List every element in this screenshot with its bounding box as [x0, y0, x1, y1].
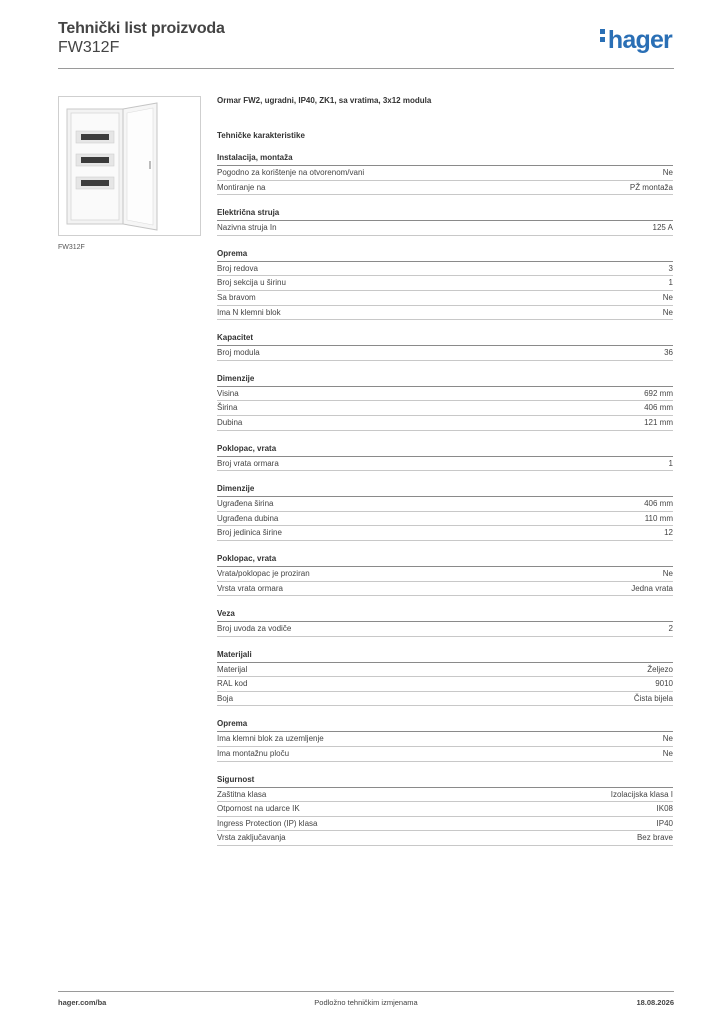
spec-row — [217, 166, 673, 181]
spec-row — [217, 262, 673, 277]
spec-value: 692 mm — [644, 388, 673, 398]
spec-label: Broj modula — [217, 348, 260, 358]
spec-row — [217, 221, 673, 236]
section-title: Oprema — [217, 719, 673, 732]
spec-row — [217, 346, 673, 361]
spec-label: Broj redova — [217, 263, 258, 273]
spec-label: Otpornost na udarce IK — [217, 804, 300, 814]
spec-value: Ne — [662, 292, 673, 302]
spec-row — [217, 663, 673, 678]
spec-label: Vrsta vrata ormara — [217, 583, 283, 593]
spec-row — [217, 512, 673, 527]
spec-row — [217, 692, 673, 707]
spec-label: Materijal — [217, 664, 248, 674]
spec-row — [217, 387, 673, 402]
section-title: Instalacija, montaža — [217, 153, 673, 166]
spec-row — [217, 181, 673, 196]
spec-value: 406 mm — [644, 403, 673, 413]
spec-label: Boja — [217, 693, 234, 703]
spec-label: Ingress Protection (IP) klasa — [217, 818, 318, 828]
image-caption: FW312F — [58, 244, 85, 251]
spec-section — [217, 650, 673, 707]
section-title: Sigurnost — [217, 775, 673, 788]
product-description: Ormar FW2, ugradni, IP40, ZK1, sa vratima, 3x12 modula — [217, 96, 432, 105]
spec-row — [217, 622, 673, 637]
spec-value: PŽ montaža — [629, 182, 673, 192]
footer-note: Podložno tehničkim izmjenama — [314, 998, 418, 1007]
spec-section — [217, 208, 673, 236]
spec-label: Pogodno za korištenje na otvorenom/vani — [217, 168, 365, 177]
logo-dots-icon — [600, 26, 606, 45]
spec-value: Bez brave — [636, 833, 673, 843]
spec-value: Ne — [662, 749, 673, 759]
spec-section — [217, 609, 673, 637]
spec-value: Izolacijska klasa I — [610, 789, 673, 799]
specs-heading: Tehničke karakteristike — [217, 131, 305, 140]
spec-label: Sa bravom — [217, 292, 256, 302]
spec-value: 406 mm — [644, 499, 673, 509]
spec-value: IK08 — [656, 804, 673, 814]
section-title: Kapacitet — [217, 333, 673, 346]
spec-row — [217, 817, 673, 832]
section-title: Veza — [217, 609, 673, 622]
section-title: Materijali — [217, 650, 673, 663]
spec-label: Vrata/poklopac je proziran — [217, 568, 310, 578]
spec-row — [217, 582, 673, 597]
spec-section — [217, 374, 673, 431]
spec-label: Ima klemni blok za uzemljenje — [217, 734, 324, 744]
spec-row — [217, 306, 673, 321]
spec-section — [217, 249, 673, 320]
spec-label: Nazivna struja In — [217, 223, 277, 233]
section-title: Dimenzije — [217, 484, 673, 497]
section-title: Oprema — [217, 249, 673, 262]
spec-section — [217, 153, 673, 195]
spec-value: 121 mm — [644, 417, 673, 427]
spec-row — [217, 802, 673, 817]
spec-row — [217, 497, 673, 512]
spec-value: Ne — [662, 168, 673, 177]
spec-label: Visina — [217, 388, 239, 398]
section-title: Dimenzije — [217, 374, 673, 387]
spec-row — [217, 416, 673, 431]
spec-section — [217, 444, 673, 472]
section-title: Električna struja — [217, 208, 673, 221]
spec-value: Jedna vrata — [631, 583, 673, 593]
spec-label: Širina — [217, 403, 238, 413]
spec-row — [217, 677, 673, 692]
hager-logo: hager — [600, 26, 672, 55]
spec-row — [217, 788, 673, 803]
spec-row — [217, 276, 673, 291]
spec-value: Čista bijela — [633, 693, 673, 703]
section-title: Poklopac, vrata — [217, 444, 673, 457]
spec-row — [217, 732, 673, 747]
spec-row — [217, 831, 673, 846]
spec-section — [217, 775, 673, 846]
spec-value: 12 — [664, 528, 673, 538]
spec-label: Broj sekcija u širinu — [217, 278, 286, 288]
spec-label: Zaštitna klasa — [217, 789, 267, 799]
footer-website: hager.com/ba — [58, 998, 107, 1007]
spec-value: 3 — [668, 263, 673, 273]
spec-value: Ne — [662, 734, 673, 744]
spec-label: Ima N klemni blok — [217, 307, 281, 317]
spec-row — [217, 291, 673, 306]
spec-value: Željezo — [647, 664, 673, 674]
spec-row — [217, 526, 673, 541]
spec-section — [217, 484, 673, 541]
cabinet-illustration — [59, 97, 200, 235]
spec-label: Dubina — [217, 417, 243, 427]
footer-date: 18.08.2026 — [636, 998, 674, 1007]
spec-value: 1 — [668, 458, 673, 468]
document-title: Tehnički list proizvoda — [58, 20, 225, 37]
spec-label: Broj uvoda za vodiče — [217, 624, 292, 634]
spec-label: RAL kod — [217, 679, 248, 689]
spec-label: Vrsta zaključavanja — [217, 833, 286, 843]
spec-value: 1 — [668, 278, 673, 288]
product-image — [58, 96, 201, 236]
spec-label: Montiranje na — [217, 182, 266, 192]
spec-value: 110 mm — [644, 513, 673, 523]
main-content — [217, 96, 673, 846]
spec-section — [217, 719, 673, 761]
page-header — [58, 20, 674, 57]
spec-value: 36 — [664, 348, 673, 358]
spec-section — [217, 333, 673, 361]
spec-row — [217, 747, 673, 762]
spec-row — [217, 567, 673, 582]
spec-label: Broj vrata ormara — [217, 458, 279, 468]
header-divider — [58, 68, 674, 69]
spec-row — [217, 401, 673, 416]
spec-value: IP40 — [656, 818, 673, 828]
spec-sections — [217, 153, 673, 846]
spec-value: 9010 — [655, 679, 673, 689]
spec-row — [217, 457, 673, 472]
spec-label: Ima montažnu ploču — [217, 749, 290, 759]
spec-value: 2 — [668, 624, 673, 634]
spec-label: Broj jedinica širine — [217, 528, 282, 538]
spec-section — [217, 554, 673, 596]
spec-value: Ne — [662, 568, 673, 578]
footer-divider — [58, 991, 674, 992]
product-code: FW312F — [58, 39, 120, 56]
spec-value: 125 A — [652, 223, 673, 233]
spec-label: Ugrađena širina — [217, 499, 274, 509]
spec-label: Ugrađena dubina — [217, 513, 279, 523]
section-title: Poklopac, vrata — [217, 554, 673, 567]
spec-value: Ne — [662, 307, 673, 317]
